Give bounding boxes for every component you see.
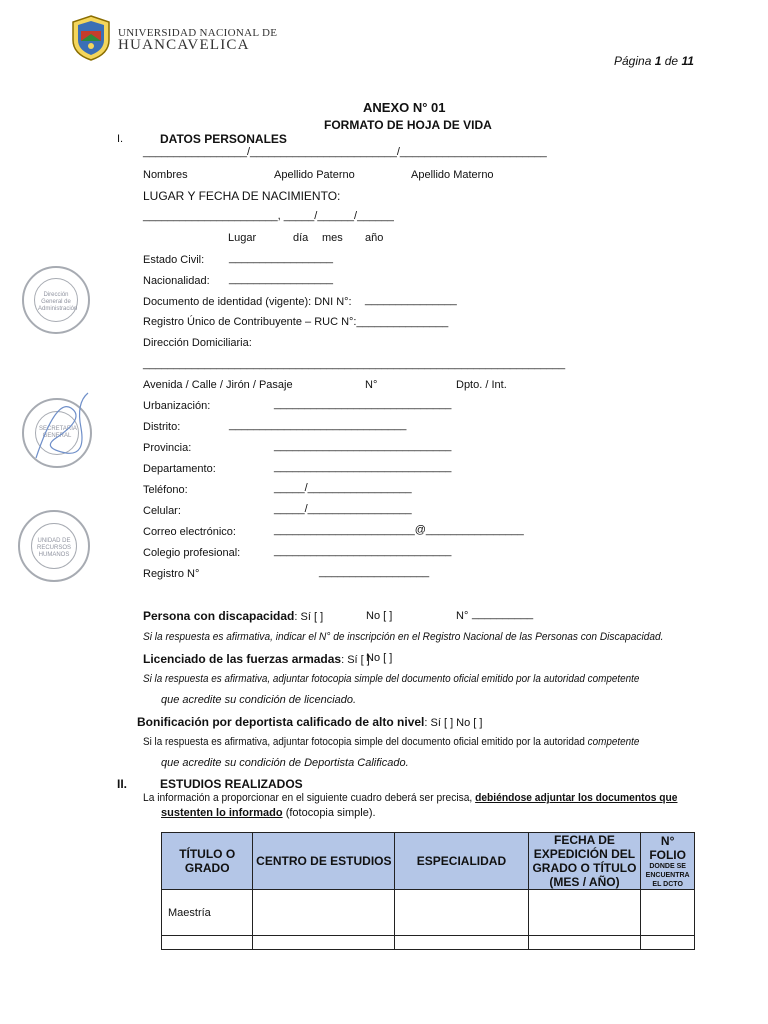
birth-sub-dia: día bbox=[293, 232, 309, 244]
armed-forces-no: No [ ] bbox=[366, 652, 393, 664]
section2-heading: ESTUDIOS REALIZADOS bbox=[160, 777, 303, 791]
disability-note: Si la respuesta es afirmativa, indicar el N° de inscripción en el Registro Nacional de las Personas con Discapacidad. bbox=[143, 631, 664, 643]
cell-grade[interactable] bbox=[162, 936, 253, 950]
header-folio bbox=[641, 833, 695, 890]
armed-forces-label: Licenciado de las fuerzas armadas bbox=[143, 652, 342, 666]
nationality-line: _________________ bbox=[229, 273, 334, 285]
annex-title: ANEXO N° 01 bbox=[363, 100, 446, 115]
email-label: Correo electrónico: bbox=[143, 526, 236, 538]
cell-center[interactable] bbox=[253, 890, 395, 936]
sports-note-2: que acredite su condición de Deportista Calificado. bbox=[161, 757, 409, 769]
address-sub-street: Avenida / Calle / Jirón / Pasaje bbox=[143, 379, 293, 391]
header-title-grade: TÍTULO O GRADO bbox=[162, 833, 253, 890]
university-name-line1: UNIVERSIDAD NACIONAL DE bbox=[118, 27, 278, 39]
header-study-center: CENTRO DE ESTUDIOS bbox=[253, 833, 395, 890]
armed-forces-yes: : Sí [ ] bbox=[341, 654, 370, 666]
address-sub-dept: Dpto. / Int. bbox=[456, 379, 507, 391]
university-name-line2: HUANCAVELICA bbox=[118, 37, 250, 53]
header-folio-sub: DONDE SE ENCUENTRA EL DCTO bbox=[645, 862, 690, 888]
disability-label: Persona con discapacidad bbox=[143, 609, 295, 623]
birth-line: ______________________, _____/______/______ bbox=[143, 210, 394, 222]
section2-number: II. bbox=[117, 777, 128, 791]
sports-note-1-text: Si la respuesta es afirmativa, adjuntar fotocopia simple del documento oficial emitido por la autoridad bbox=[143, 736, 585, 748]
phone-line: _____/_________________ bbox=[274, 482, 412, 494]
email-line: _______________________@________________ bbox=[274, 524, 524, 536]
dni-line: _______________ bbox=[365, 294, 457, 306]
district-line: _____________________________ bbox=[229, 419, 407, 431]
college-line: _____________________________ bbox=[274, 545, 452, 557]
province-line: _____________________________ bbox=[274, 440, 452, 452]
sports-row bbox=[137, 715, 482, 729]
cell-center[interactable] bbox=[253, 936, 395, 950]
section2-intro-2 bbox=[161, 807, 376, 819]
cell-grade[interactable]: Maestría bbox=[162, 890, 253, 936]
department-label: Departamento: bbox=[143, 463, 216, 475]
cell-folio[interactable] bbox=[641, 890, 695, 936]
name-line: _________________/________________________/________________________ bbox=[143, 146, 547, 158]
armed-forces-note-1: Si la respuesta es afirmativa, adjuntar fotocopia simple del documento oficial emitido por la autoridad competente bbox=[143, 673, 640, 685]
sports-label: Bonificación por deportista calificado de alto nivel bbox=[137, 715, 425, 729]
disability-num-line: __________ bbox=[472, 608, 534, 620]
cell-label: Celular: bbox=[143, 505, 181, 517]
disability-row bbox=[143, 609, 323, 623]
university-seal-icon bbox=[70, 14, 112, 62]
section2-intro-2-text: (fotocopia simple). bbox=[285, 807, 376, 819]
dni-label: Documento de identidad (vigente): DNI N°: bbox=[143, 296, 352, 308]
page-current: 1 bbox=[654, 54, 662, 68]
label-apellido-paterno: Apellido Paterno bbox=[274, 169, 355, 181]
cell-line: _____/_________________ bbox=[274, 503, 412, 515]
birth-sub-lugar: Lugar bbox=[228, 232, 257, 244]
stamp-administration bbox=[22, 266, 90, 334]
armed-forces-row bbox=[143, 652, 370, 666]
disability-num-label: N° bbox=[456, 610, 469, 622]
section1-heading: DATOS PERSONALES bbox=[160, 132, 287, 146]
address-sub-number: N° bbox=[365, 379, 378, 391]
birth-sub-ano: año bbox=[365, 232, 384, 244]
format-title: FORMATO DE HOJA DE VIDA bbox=[324, 118, 492, 132]
section2-intro-1-text: La información a proporcionar en el siguiente cuadro deberá ser precisa, bbox=[143, 792, 473, 804]
cell-date[interactable] bbox=[528, 936, 641, 950]
table-row bbox=[162, 936, 695, 950]
sports-note-1-italic: competente bbox=[587, 736, 640, 748]
registry-line: __________________ bbox=[319, 566, 430, 578]
stamp-general-secretary-text: SECRETARÍA GENERAL bbox=[39, 426, 77, 439]
department-line: _____________________________ bbox=[274, 461, 452, 473]
stamp-human-resources-text: UNIDAD DE RECURSOS HUMANOS bbox=[36, 538, 71, 558]
signature-scribble-icon bbox=[26, 388, 96, 468]
address-label: Dirección Domiciliaria: bbox=[143, 337, 252, 349]
sports-note-1 bbox=[143, 736, 639, 748]
stamp-administration-text: Dirección General de Administración bbox=[38, 292, 78, 312]
nationality-label: Nacionalidad: bbox=[143, 275, 210, 287]
cell-specialty[interactable] bbox=[395, 936, 528, 950]
section2-intro-1-bold: debiéndose adjuntar los documentos que bbox=[475, 792, 678, 804]
section2-intro-2-bold: sustenten lo informado bbox=[161, 807, 283, 819]
birth-sub-mes: mes bbox=[322, 232, 343, 244]
ruc-label: Registro Único de Contribuyente – RUC N°:_______________ bbox=[143, 316, 449, 328]
urb-line: _____________________________ bbox=[274, 398, 452, 410]
sports-options: : Sí [ ] No [ ] bbox=[424, 717, 483, 729]
province-label: Provincia: bbox=[143, 442, 192, 454]
civil-line: _________________ bbox=[229, 252, 334, 264]
district-label: Distrito: bbox=[143, 421, 181, 433]
cell-specialty[interactable] bbox=[395, 890, 528, 936]
label-nombres: Nombres bbox=[143, 169, 188, 181]
registry-label: Registro N° bbox=[143, 568, 200, 580]
cell-folio[interactable] bbox=[641, 936, 695, 950]
studies-table-header bbox=[162, 833, 695, 890]
label-apellido-materno: Apellido Materno bbox=[411, 169, 494, 181]
university-logo bbox=[70, 14, 112, 62]
header-specialty: ESPECIALIDAD bbox=[395, 833, 528, 890]
cell-date[interactable] bbox=[528, 890, 641, 936]
section2-intro-1 bbox=[143, 792, 677, 804]
header-issue-date: FECHA DE EXPEDICIÓN DEL GRADO O TÍTULO (MES / AÑO) bbox=[528, 833, 641, 890]
page-of: de bbox=[664, 54, 679, 68]
page-label: Página bbox=[614, 54, 652, 68]
birth-label: LUGAR Y FECHA DE NACIMIENTO: bbox=[143, 189, 341, 203]
page-total: 11 bbox=[681, 54, 694, 68]
page-indicator bbox=[614, 54, 694, 68]
section1-number: I. bbox=[117, 133, 124, 145]
phone-label: Teléfono: bbox=[143, 484, 188, 496]
stamp-human-resources bbox=[18, 510, 90, 582]
armed-forces-note-2: que acredite su condición de licenciado. bbox=[161, 694, 357, 706]
address-line: _____________________________________________________________________ bbox=[143, 358, 566, 370]
civil-label: Estado Civil: bbox=[143, 254, 205, 266]
disability-no: No [ ] bbox=[366, 610, 393, 622]
studies-table bbox=[161, 832, 695, 950]
header-folio-label: N° FOLIO bbox=[649, 833, 686, 862]
table-row bbox=[162, 890, 695, 936]
urb-label: Urbanización: bbox=[143, 400, 211, 412]
college-label: Colegio profesional: bbox=[143, 547, 241, 559]
disability-yes: : Sí [ ] bbox=[294, 611, 324, 623]
